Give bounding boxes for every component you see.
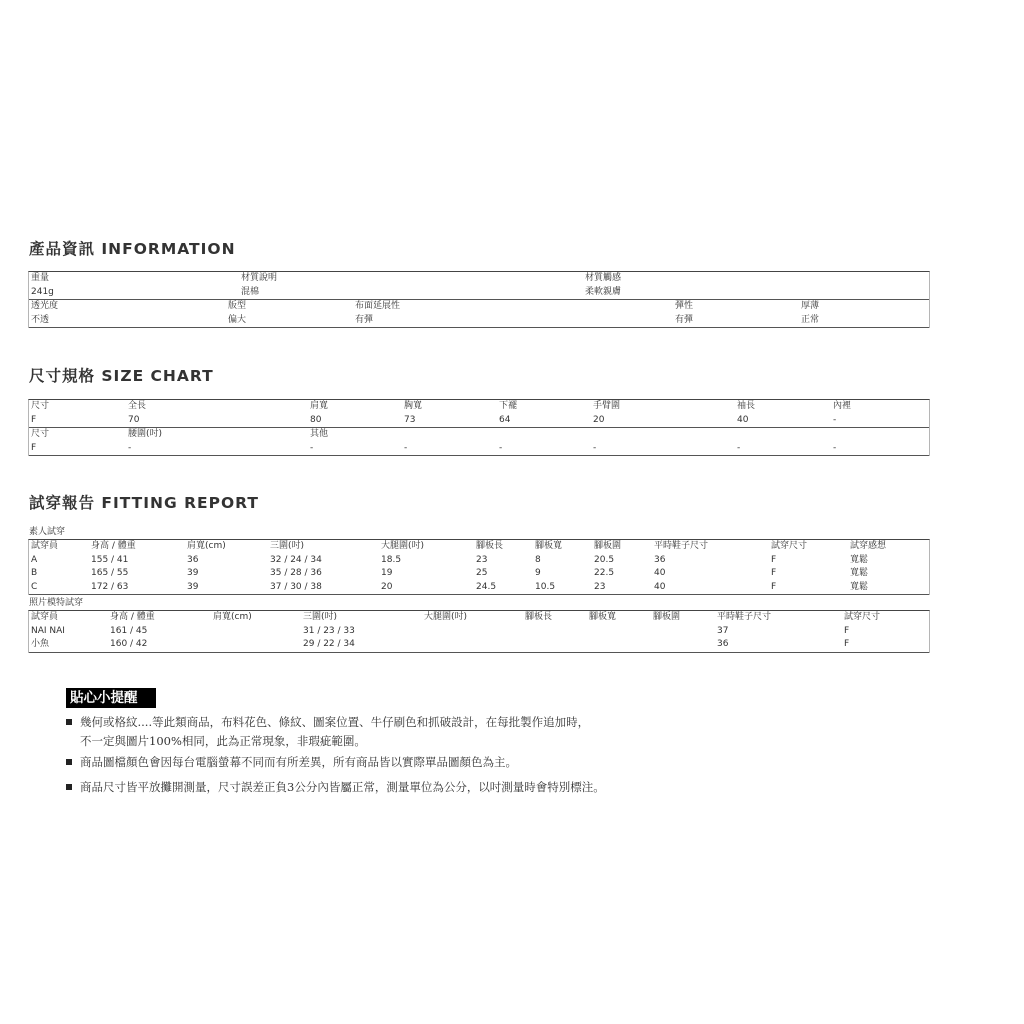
table-cell: 8 [535,554,541,565]
info-value-cell: 混棉 [241,286,260,297]
model-header-row [29,611,929,625]
amateur-header-cell: 試穿尺寸 [771,541,808,551]
info-header-row [29,272,929,286]
info-value-cell: 241g [31,286,54,297]
table-cell: 39 [187,581,199,592]
table-cell: 9 [535,568,541,578]
size-value-cell: F [31,442,37,453]
size-value-cell: 80 [310,414,322,425]
size-header-cell: 內裡 [833,401,852,411]
table-cell: 19 [381,568,393,578]
model-header-cell: 平時鞋子尺寸 [717,612,772,622]
info-header-cell: 材質說明 [241,273,278,283]
table-cell: 29 / 22 / 34 [303,639,355,649]
model-label: 照片模特試穿 [29,598,84,608]
table-cell: 165 / 55 [91,568,129,578]
size-header-cell: 尺寸 [31,429,50,439]
info-header-cell: 彈性 [675,301,694,311]
table-cell: 小魚 [31,639,50,649]
size-header-row [29,427,929,442]
table-cell: 37 / 30 / 38 [270,581,322,592]
table-cell: 161 / 45 [110,625,148,636]
table-cell: 172 / 63 [91,581,129,592]
table-row [29,638,929,653]
table-cell: B [31,568,38,578]
info-header-row [29,299,929,314]
info-value-row [29,314,929,329]
size-value-cell: - [833,442,837,453]
amateur-header-cell: 腳板長 [476,541,504,551]
amateur-header-cell: 腳板圍 [594,541,622,551]
info-title: 產品資訊 INFORMATION [29,240,236,258]
size-value-cell: - [128,442,132,453]
table-cell: F [844,639,850,649]
model-header-cell: 大腿圍(吋) [424,612,468,622]
fitting-title: 試穿報告 FITTING REPORT [29,494,259,512]
bullet-icon [66,759,72,765]
amateur-header-row [29,540,929,554]
notice-item: 商品尺寸皆平放攤開測量，尺寸誤差正負3公分內皆屬正常，測量單位為公分，以吋測量時會特別標注。 [80,780,605,794]
table-cell: 40 [654,568,666,578]
table-cell: 25 [476,568,488,578]
amateur-header-cell: 試穿員 [31,541,59,551]
size-header-cell: 全長 [128,401,147,411]
model-header-cell: 三圍(吋) [303,612,338,622]
size-header-cell: 肩寬 [310,401,329,411]
size-title: 尺寸規格 SIZE CHART [29,367,214,385]
notice-title: 貼心小提醒 [70,690,138,706]
table-cell: 36 [187,554,199,565]
table-cell: 寬鬆 [850,568,869,578]
size-value-cell: 20 [593,414,605,425]
info-header-cell: 厚薄 [801,301,820,311]
amateur-header-cell: 三圍(吋) [270,541,305,551]
info-header-cell: 透光度 [31,301,59,311]
info-value-cell: 有彈 [675,314,694,325]
table-cell: 35 / 28 / 36 [270,568,322,578]
table-row [29,554,929,568]
model-header-cell: 腳板長 [525,612,553,622]
table-cell: F [771,581,777,592]
notice-item: 商品圖檔顏色會因每台電腦螢幕不同而有所差異，所有商品皆以實際單品圖顏色為主。 [80,755,517,769]
info-value-cell: 不透 [31,314,50,325]
size-value-cell: 40 [737,414,749,425]
size-value-cell: - [833,414,837,425]
table-cell: 39 [187,568,199,578]
table-cell: 20 [381,581,393,592]
table-cell: 36 [654,554,666,565]
info-value-cell: 正常 [801,314,820,325]
table-cell: 22.5 [594,568,615,578]
table-cell: 37 [717,625,729,636]
info-header-cell: 重量 [31,273,50,283]
size-header-cell: 其他 [310,429,329,439]
info-table [28,271,930,328]
bullet-icon [66,784,72,790]
table-cell: 20.5 [594,554,615,565]
table-row [29,625,929,639]
model-header-cell: 腳板寬 [589,612,617,622]
model-header-cell: 肩寬(cm) [213,612,252,622]
table-cell: 155 / 41 [91,554,129,565]
model-header-cell: 試穿尺寸 [844,612,881,622]
table-cell: 寬鬆 [850,554,869,565]
size-value-cell: - [404,442,408,453]
size-value-cell: - [310,442,314,453]
table-cell: 23 [476,554,488,565]
notice-item: 幾何或格紋....等此類商品，布料花色、條紋、圖案位置、牛仔刷色和抓破設計，在每批製作追加時， [80,715,590,729]
model-table [28,610,930,653]
size-header-row [29,400,929,414]
info-value-cell: 有彈 [355,314,374,325]
size-header-cell: 下襬 [499,401,518,411]
table-cell: NAI NAI [31,625,65,636]
amateur-header-cell: 肩寬(cm) [187,541,226,551]
amateur-header-cell: 身高 / 體重 [91,541,136,551]
table-cell: A [31,554,38,565]
amateur-header-cell: 腳板寬 [535,541,563,551]
notice-item-continued: 不一定與圖片100%相同，此為正常現象，非瑕疵範圍。 [80,734,366,748]
table-cell: 31 / 23 / 33 [303,625,355,636]
info-value-cell: 柔軟親膚 [585,286,622,297]
size-value-cell: - [593,442,597,453]
table-cell: 32 / 24 / 34 [270,554,322,565]
model-header-cell: 試穿員 [31,612,59,622]
table-cell: 10.5 [535,581,556,592]
size-header-cell: 尺寸 [31,401,50,411]
info-header-cell: 材質觸感 [585,273,622,283]
table-cell: F [771,568,777,578]
size-value-cell: 64 [499,414,511,425]
size-value-cell: F [31,414,37,425]
info-value-cell: 偏大 [228,314,247,325]
table-row [29,581,929,596]
table-cell: 18.5 [381,554,402,565]
table-cell: 寬鬆 [850,581,869,592]
table-cell: 36 [717,639,729,649]
size-value-row [29,442,929,457]
table-row [29,567,929,581]
size-value-cell: - [737,442,741,453]
amateur-header-cell: 平時鞋子尺寸 [654,541,709,551]
amateur-table [28,539,930,595]
amateur-label: 素人試穿 [29,527,66,537]
model-header-cell: 身高 / 體重 [110,612,155,622]
amateur-header-cell: 大腿圍(吋) [381,541,425,551]
table-cell: C [31,581,38,592]
size-header-cell: 胸寬 [404,401,423,411]
size-value-cell: 70 [128,414,140,425]
table-cell: F [844,625,850,636]
size-header-cell: 腰圍(吋) [128,429,163,439]
table-cell: 23 [594,581,606,592]
size-value-row [29,414,929,428]
table-cell: 160 / 42 [110,639,148,649]
size-header-cell: 袖長 [737,401,756,411]
model-header-cell: 腳板圍 [653,612,681,622]
table-cell: F [771,554,777,565]
size-value-cell: - [499,442,503,453]
bullet-icon [66,719,72,725]
info-header-cell: 布面延展性 [355,301,401,311]
size-value-cell: 73 [404,414,416,425]
size-table [28,399,930,456]
table-cell: 40 [654,581,666,592]
info-header-cell: 版型 [228,301,247,311]
info-value-row [29,286,929,300]
size-header-cell: 手臂圍 [593,401,621,411]
amateur-header-cell: 試穿感想 [850,541,887,551]
table-cell: 24.5 [476,581,497,592]
